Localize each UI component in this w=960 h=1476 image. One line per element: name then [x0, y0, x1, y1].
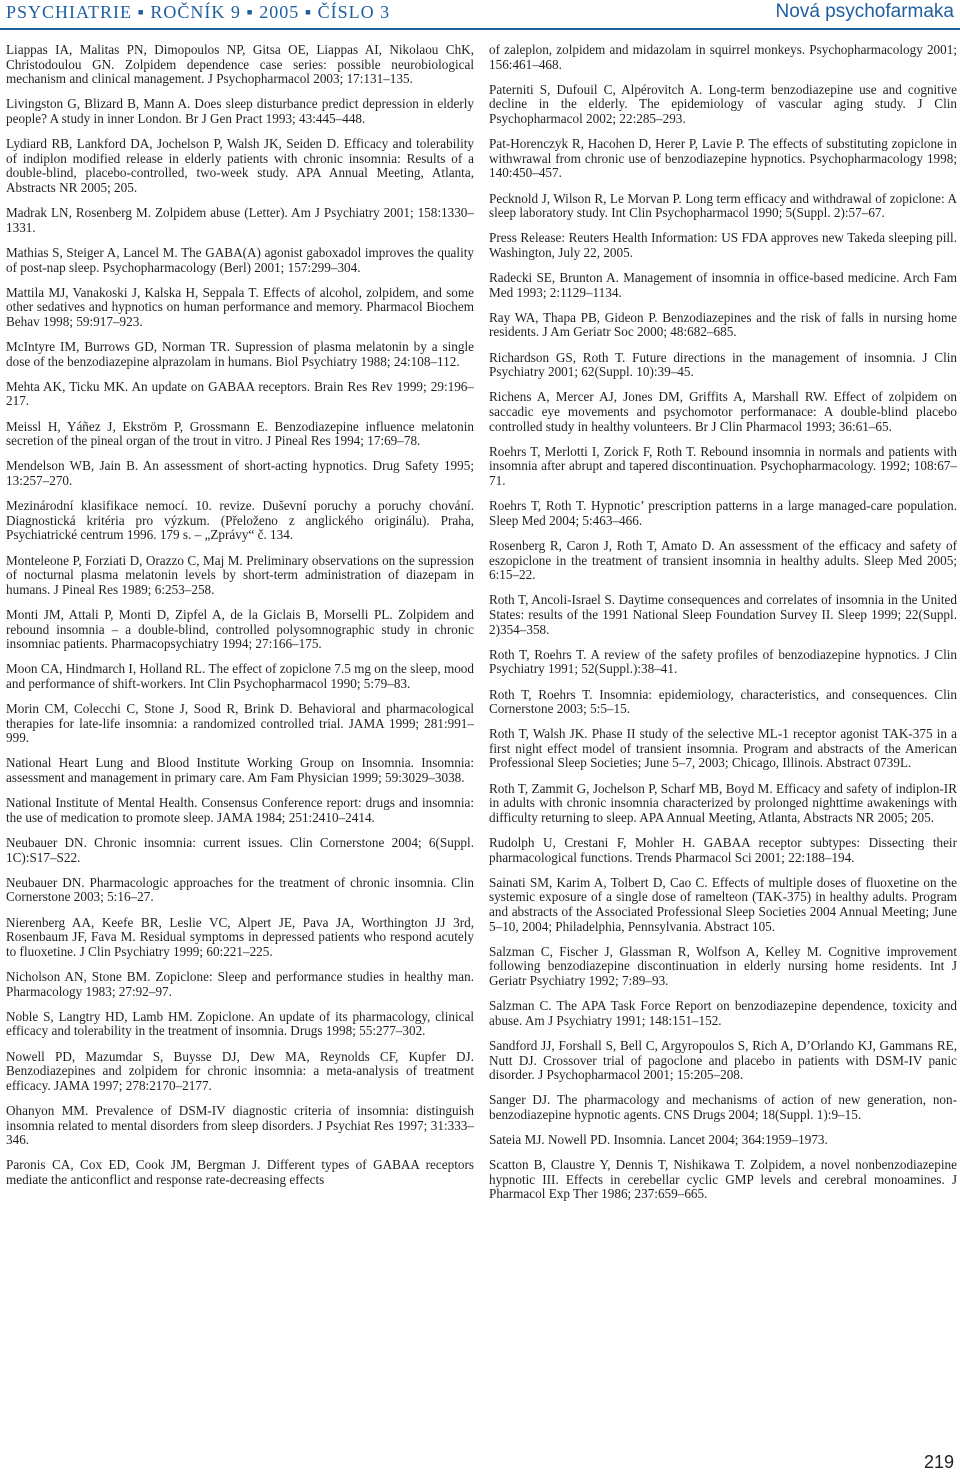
reference-entry: Madrak LN, Rosenberg M. Zolpidem abuse (Letter). Am J Psychiatry 2001; 158:1330–1331.	[6, 205, 474, 235]
right-reference-column	[489, 43, 957, 1213]
reference-entry: Sateia MJ. Nowell PD. Insomnia. Lancet 2004; 364:1959–1973.	[489, 1132, 828, 1148]
reference-entry: National Heart Lung and Blood Institute Working Group on Insomnia. Insomnia: assessment and management in primary care. Am Fam Physician 1999; 59:3029–3038.	[6, 755, 474, 786]
page-number: 219	[923, 1452, 954, 1472]
reference-entry: Roth T, Roehrs T. A review of the safety profiles of benzodiazepine hypnotics. J Clin Psychiatry 1991; 52(Suppl.):38–41.	[489, 646, 957, 677]
reference-entry: National Institute of Mental Health. Consensus Conference report: drugs and insomnia: the use of medication to promote sleep. JAMA 1984; 251:2410–2414.	[6, 795, 474, 825]
reference-entry: Roth T, Walsh JK. Phase II study of the selective ML-1 receptor agonist TAK-375 in a first night effect model of transient insomnia. Program and abstracts of the American Professional Sleep Societies; June 5–7, 2003; Chicago, Illinois. Abstract 0739L.	[489, 726, 957, 771]
reference-entry: Neubauer DN. Chronic insomnia: current issues. Clin Cornerstone 2004; 6(Suppl. 1C):S17–S22.	[6, 835, 474, 865]
reference-entry: Sainati SM, Karim A, Tolbert D, Cao C. Effects of multiple doses of fluoxetine on the systemic exposure of a single dose of ramelteon (TAK-375) in healthy adults. Program and abstracts of the Associated Professional Sleep Societies 2004 Annual Meeting; June 5–10, 2004; Philadelphia, Pennsylvania. Abstract 105.	[489, 874, 957, 934]
reference-entry: Neubauer DN. Pharmacologic approaches for the treatment of chronic insomnia. Clin Cornerstone 2003; 5:16–27.	[6, 874, 474, 905]
reference-entry: Paterniti S, Dufouil C, Alpérovitch A. Long-term benzodiazepine use and cognitive decline in the elderly. The epidemiology of vascular aging study. J Clin Psychopharmacol 2002; 22:285–293.	[489, 81, 957, 126]
reference-entry: Moon CA, Hindmarch I, Holland RL. The effect of zopiclone 7.5 mg on the sleep, mood and performance of shift-workers. Int Clin Psychopharmacol 1990; 5:79–83.	[6, 661, 474, 691]
reference-entry: Scatton B, Claustre Y, Dennis T, Nishikawa T. Zolpidem, a novel nonbenzodiazepine hypnotic III. Effects in cerebellar cyclic GMP levels and cerebral monoamines. J Pharmacol Exp Ther 1986; 237:659–665.	[489, 1157, 957, 1202]
reference-entry: Roehrs T, Merlotti I, Zorick F, Roth T. Rebound insomnia in normals and patients with insomnia after abrupt and tapered discontinuation. Psychopharmacology. 1992; 108:67–71.	[489, 443, 957, 488]
header-divider	[0, 28, 960, 30]
reference-entry: Richens A, Mercer AJ, Jones DM, Griffits A, Marshall RW. Effect of zolpidem on saccadic eye movements and psychomotor performanace: A double-blind placebo controlled study in healthy volunteers. Br J Clin Pharmacol 1993; 36:61–65.	[489, 389, 957, 434]
reference-entry: Roehrs T, Roth T. Hypnotic’ prescription patterns in a large managed-care population. Sleep Med 2004; 5:463–466.	[489, 498, 957, 528]
reference-entry: Ohanyon MM. Prevalence of DSM-IV diagnostic criteria of insomnia: distinguish insomnia related to mental disorders from sleep disorders. J Psychiat Res 1997; 31:333–346.	[6, 1102, 474, 1148]
reference-entry: Press Release: Reuters Health Information: US FDA approves new Takeda sleeping pill. Washington, July 22, 2005.	[489, 230, 957, 260]
reference-entry: Rudolph U, Crestani F, Mohler H. GABAA receptor subtypes: Dissecting their pharmacological functions. Trends Pharmacol Sci 2001; 22:188–194.	[489, 835, 957, 865]
reference-entry: Mattila MJ, Vanakoski J, Kalska H, Seppala T. Effects of alcohol, zolpidem, and some other sedatives and hypnotics on human performance and memory. Pharmacol Biochem Behav 1998; 59:917–923.	[6, 284, 474, 329]
section-title: Nová psychofarmaka	[775, 1, 954, 22]
reference-entry: Nierenberg AA, Keefe BR, Leslie VC, Alpert JE, Pava JA, Worthington JJ 3rd, Rosenbaum JF, Fava M. Residual symptoms in depressed patients who respond acutely to fluoxetine. J Clin Psychiatry 1999; 60:221–225.	[6, 914, 474, 959]
reference-entry: Roth T, Zammit G, Jochelson P, Scharf MB, Boyd M. Efficacy and safety of indiplon-IR in adults with chronic insomnia characterized by prolonged nighttime awakenings with difficulty returning to sleep. APA Annual Meeting, Atlanta, Abstracts NR 2005; 205.	[489, 780, 957, 825]
reference-entry: Pat-Horenczyk R, Hacohen D, Herer P, Lavie P. The effects of substituting zopiclone in withwrawal from chronic use of benzodiazepine hypnotics. Psychopharmacology 1998; 140:450–457.	[489, 136, 957, 181]
page-header	[0, 0, 960, 26]
reference-entry: McIntyre IM, Burrows GD, Norman TR. Supression of plasma melatonin by a single dose of the benzodiazepine alprazolam in humans. Biol Psychiatry 1988; 24:108–112.	[6, 339, 474, 369]
reference-entry: Roth T, Ancoli-Israel S. Daytime consequences and correlates of insomnia in the United States: results of the 1991 National Sleep Foundation Survey II. Sleep 1999; 22(Suppl. 2)354–358.	[489, 592, 957, 637]
reference-entry: Roth T, Roehrs T. Insomnia: epidemiology, characteristics, and consequences. Clin Cornerstone 2003; 5:5–15.	[489, 686, 957, 717]
left-reference-column	[6, 43, 474, 1198]
reference-entry: Rosenberg R, Caron J, Roth T, Amato D. An assessment of the efficacy and safety of eszopiclone in the treatment of transient insomnia in healthy adults. Sleep Med 2005; 6:15–22.	[489, 537, 957, 583]
reference-entry: Monteleone P, Forziati D, Orazzo C, Maj M. Preliminary observations on the supression of nocturnal plasma melatonin levels by short-term administration of diazepam in humans. J Pineal Res 1989; 6:253–258.	[6, 552, 474, 597]
reference-entry: Richardson GS, Roth T. Future directions in the management of insomnia. J Clin Psychiatry 2001; 62(Suppl. 10):39–45.	[489, 349, 957, 380]
reference-entry: Ray WA, Thapa PB, Gideon P. Benzodiazepines and the risk of falls in nursing home residents. J Am Geriatr Soc 2000; 48:682–685.	[489, 309, 957, 340]
reference-entry: Sanger DJ. The pharmacology and mechanisms of action of new generation, non-benzodiazepine hypnotic agents. CNS Drugs 2004; 18(Suppl. 1):9–15.	[489, 1092, 957, 1122]
journal-title: PSYCHIATRIE ▪ ROČNÍK 9 ▪ 2005 ▪ ČÍSLO 3	[6, 2, 391, 22]
reference-entry: Noble S, Langtry HD, Lamb HM. Zopiclone. An update of its pharmacology, clinical efficacy and tolerability in the treatment of insomnia. Drugs 1998; 55:277–302.	[6, 1008, 474, 1039]
reference-entry: Radecki SE, Brunton A. Management of insomnia in office-based medicine. Arch Fam Med 1993; 2:1129–1134.	[489, 270, 957, 300]
reference-entry: Morin CM, Colecchi C, Stone J, Sood R, Brink D. Behavioral and pharmacological therapies for late-life insomnia: a randomized controlled trial. JAMA 1999; 281:991–999.	[6, 701, 474, 746]
reference-entry: Mathias S, Steiger A, Lancel M. The GABA(A) agonist gaboxadol improves the quality of post-nap sleep. Psychopharmacology (Berl) 2001; 157:299–304.	[6, 244, 474, 275]
reference-entry: Salzman C. The APA Task Force Report on benzodiazepine dependence, toxicity and abuse. Am J Psychiatry 1991; 148:151–152.	[489, 998, 957, 1028]
reference-entry: Mendelson WB, Jain B. An assessment of short-acting hypnotics. Drug Safety 1995; 13:257–270.	[6, 458, 474, 488]
reference-entry: Nowell PD, Mazumdar S, Buysse DJ, Dew MA, Reynolds CF, Kupfer DJ. Benzodiazepines and zolpidem for chronic insomnia: a meta-analysis of treatment efficacy. JAMA 1997; 278:2170–2177.	[6, 1048, 474, 1093]
reference-entry: Monti JM, Attali P, Monti D, Zipfel A, de la Giclais B, Morselli PL. Zolpidem and rebound insomnia – a double-blind, controlled polysomnographic study in chronic insomniac patients. Pharmacopsychiatry 1994; 27:166–175.	[6, 606, 474, 652]
reference-entry: Meissl H, Yáñez J, Ekström P, Grossmann E. Benzodiazepine influence melatonin secretion of the pineal organ of the trout in vitro. J Pineal Res 1994; 17:69–78.	[6, 418, 474, 449]
reference-entry: Liappas IA, Malitas PN, Dimopoulos NP, Gitsa OE, Liappas AI, Nikolaou ChK, Christodoulou GN. Zolpidem dependence case series: possible neurobiological mechanism and clinical management. J Psychopharmacol 2003; 17:131–135.	[6, 42, 474, 87]
reference-entry: Salzman C, Fischer J, Glassman R, Wolfson A, Kelley M. Cognitive improvement following benzodiazepine discontinuation in elderly nursing home residents. Int J Geriatr Psychiatry 1992; 7:89–93.	[489, 943, 957, 988]
reference-entry: Lydiard RB, Lankford DA, Jochelson P, Walsh JK, Seiden D. Efficacy and tolerability of indiplon modified release in elderly patients with chronic insomnia: Results of a double-blind, placebo-controlled, two-week study. APA Annual Meeting, Atlanta, Abstracts NR 2005; 205.	[6, 136, 474, 195]
reference-entry: Nicholson AN, Stone BM. Zopiclone: Sleep and performance studies in healthy man. Pharmacology 1983; 27:92–97.	[6, 968, 474, 999]
reference-entry: Mehta AK, Ticku MK. An update on GABAA receptors. Brain Res Rev 1999; 29:196–217.	[6, 378, 474, 409]
reference-entry: of zaleplon, zolpidem and midazolam in squirrel monkeys. Psychopharmacology 2001; 156:461–468.	[489, 42, 957, 72]
reference-entry: Livingston G, Blizard B, Mann A. Does sleep disturbance predict depression in elderly people? A study in inner London. Br J Gen Pract 1993; 43:445–448.	[6, 96, 474, 126]
reference-entry: Mezinárodní klasifikace nemocí. 10. revize. Duševní poruchy a poruchy chování. Diagnostická kritéria pro výzkum. (Přeloženo z anglického originálu). Praha, Psychiatrické centrum 1996. 179 s. – „Zprávy“ č. 134.	[6, 498, 474, 543]
reference-entry: Sandford JJ, Forshall S, Bell C, Argyropoulos S, Rich A, D’Orlando KJ, Gammans RE, Nutt DJ. Crossover trial of pagoclone and placebo in patients with DSM-IV panic disorder. J Psychopharmacol 2001; 15:205–208.	[489, 1037, 957, 1083]
reference-entry: Pecknold J, Wilson R, Le Morvan P. Long term efficacy and withdrawal of zopiclone: A sleep laboratory study. Int Clin Psychopharmacol 1990; 5(Suppl. 2):57–67.	[489, 190, 957, 221]
reference-entry: Paronis CA, Cox ED, Cook JM, Bergman J. Different types of GABAA receptors mediate the anticonflict and response rate-decreasing effects	[6, 1157, 474, 1187]
